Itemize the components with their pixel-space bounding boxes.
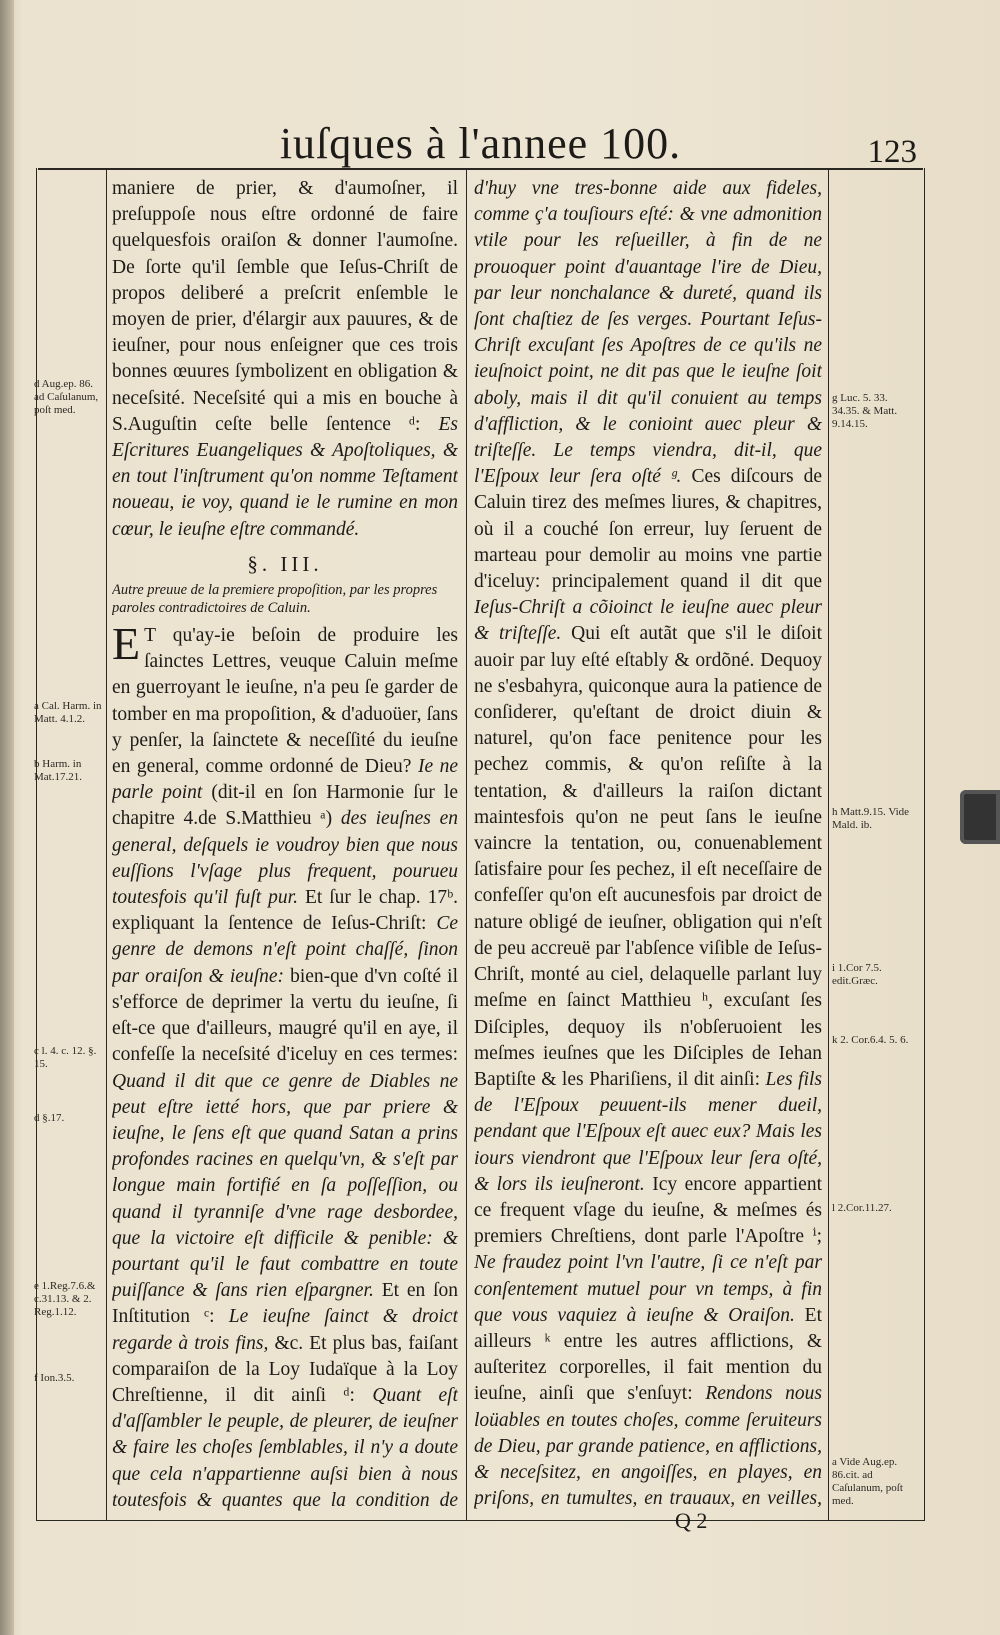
page-gutter	[0, 0, 14, 1635]
quotation: Es Eſcritures Euangeliques & Apoſtoliques, & en tout l'inſtrument qu'on nomme Teſtament noueau, ie voy, quand ie le rumine en mon cœur, le ieuſne eſtre commandé.	[112, 413, 458, 540]
paragraph-text: T qu'ay-ie beſoin de produire les ſainctes Lettres, veuque Caluin meſme en guerroyant le ieuſne, n'a peu ſe garder de tomber en ma propoſition, & d'aduoüer, ſans y penſer, la ſainctete & neceſſité du ieuſne en general, comme ordonné de Dieu?	[112, 625, 458, 778]
margin-note: e 1.Reg.7.6.& c.31.13. & 2. Reg.1.12.	[34, 1280, 96, 1318]
quotation: Ne fraudez point l'vn l'autre, ſi ce n'eſt par conſentement mutuel pour vn temps, à fin que vous vaquiez à ieuſne & Oraiſon.	[474, 1252, 822, 1326]
quotation: Ce genre de demons n'eſt point chaſſé, ſinon par oraiſon & ieuſne:	[112, 913, 458, 987]
paragraph-text: Et en ſon Inſtitution ᶜ:	[112, 1280, 458, 1328]
margin-note: k 2. Cor.6.4. 5. 6.	[832, 1034, 909, 1046]
quotation: Rendons nous loüables en toutes choſes, comme ſeruiteurs de Dieu, par grande patience, en afflictions, & neceſsitez, en angoiſſes, en playes, en priſons, en tumultes, en trauaux, en veilles,	[474, 1383, 822, 1510]
paragraph-text: Et ſur le chap. 17ᵇ. expliquant la ſentence de Ieſus-Chriſt:	[112, 887, 458, 935]
running-head	[38, 108, 923, 170]
quotation: Le ieuſne ſainct & droict regarde à trois fins,	[112, 1306, 458, 1354]
quotation: Quand il dit que ce genre de Diables ne peut eſtre ietté hors, que par priere & ieuſne, le ſens eſt que quand Satan a prins profondes racines en quelqu'vn, & s'eſt par longue main fortifié en ſa poſſeſſion, ou quand il tyranniſe d'vne rage desbordee, que la victoire eſt difficile & penible: & pourtant qu'il le faut combattre en toute puiſſance & ſans rien eſpargner.	[112, 1070, 458, 1302]
quotation: d'huy vne tres-bonne aide aux fideles, comme ç'a touſiours eſté: & vne admonition vtile pour les reſueiller, à fin de ne prouoquer point d'auantage l'ire de Dieu, par leur nonchalance & dureté, quand ils ſont chaſtiez de ſes verges. Pourtant Ieſus-Chriſt excuſant ſes Apoſtres de ce qu'ils ne ieuſnoict point, ne dit pas que le ieuſne ſoit aboly, mais il dit qu'il conuient au temps d'affliction, & le conioint auec pleur & triſteſſe. Le temps viendra, dit-il, que l'Eſpoux leur ſera oſté ᵍ.	[474, 178, 822, 488]
paragraph-text: Icy encore appartient ce frequent vſage du ieuſne, & meſmes és premiers Chreſtiens, dont parle l'Apoſtre ⁱ;	[474, 1173, 822, 1248]
right-column	[474, 176, 822, 1516]
running-title: iuſques à l'annee 100.	[279, 119, 682, 168]
margin-note: f Ion.3.5.	[34, 1372, 75, 1384]
paragraph-text: bien-que d'vn coſté il s'efforce de deprimer la vertu du ieuſne, ſi eſt-ce que d'ailleurs, maugré qu'il en aye, il confeſſe la neceſsité d'iceluy en ces termes:	[112, 965, 458, 1066]
left-column	[112, 176, 458, 1516]
drop-cap: E	[112, 618, 141, 670]
margin-note: l 2.Cor.11.27.	[832, 1202, 892, 1214]
column-divider	[466, 168, 467, 1520]
margin-note: a Cal. Harm. in Matt. 4.1.2.	[34, 700, 102, 725]
margin-note: d Aug.ep. 86. ad Caſulanum, poſt med.	[34, 378, 99, 416]
margin-note: a Vide Aug.ep. 86.cit. ad Caſulanum, poſt med.	[832, 1456, 903, 1507]
margin-note: h Matt.9.15. Vide Mald. ib.	[832, 806, 910, 831]
quotation: Ie ne parle point	[112, 756, 458, 804]
left-margin-rule	[106, 168, 107, 1520]
margin-note: c l. 4. c. 12. §. 15.	[34, 1045, 97, 1070]
margin-note: g Luc. 5. 33. 34.35. & Matt. 9.14.15.	[832, 392, 898, 430]
page-number: 123	[867, 134, 917, 170]
paragraph-text: Ces diſcours de Caluin tirez des meſmes liures, & chapitres, où il a couché ſon erreur, luy ſeruent de marteau pour demolir au moins vne partie d'iceluy: principalement quand il dit que	[474, 466, 822, 593]
paragraph-text: (dit-il en ſon Harmonie ſur le chapitre 4.de S.Matthieu ᵃ)	[112, 782, 458, 830]
quotation: Ieſus-Chriſt a cõioinct le ieuſne auec pleur & triſteſſe.	[474, 597, 822, 645]
book-clamp	[960, 790, 1000, 844]
quotation: Les fils de l'Eſpoux peuuent-ils mener dueil, pendant que l'Eſpoux eſt auec eux? Mais les iours viendront que l'Eſpoux leur ſera oſté, & lors ils ieuſneront.	[474, 1068, 822, 1195]
paragraph-text: Et ailleurs ᵏ entre les autres afflictions, & auſteritez corporelles, il fait mention du ieuſne, ainſi que s'enſuyt:	[474, 1304, 822, 1405]
margin-note: i 1.Cor 7.5. edit.Græc.	[832, 962, 882, 987]
section-heading: §. III.	[247, 551, 323, 576]
section-subtitle: Autre preuue de la premiere propoſition, par les propres paroles contradictoires de Caluin.	[112, 582, 438, 617]
paragraph-text: &c. Et plus bas, faiſant comparaiſon de la Loy Iudaïque à la Loy Chreſtienne, il dit ainſi ᵈ:	[112, 1332, 458, 1406]
margin-note: b Harm. in Mat.17.21.	[34, 758, 82, 783]
margin-note: d §.17.	[34, 1112, 65, 1124]
quotation: des ieuſnes en general, deſquels ie voudroy bien que nous euſſions l'vſage plus frequent, pourueu toutesfois qu'il fuſt pur.	[112, 808, 458, 909]
paragraph-text: maniere de prier, & d'aumoſner, il preſuppoſe nous eſtre ordonné de faire quelquesfois oraiſon & donner l'aumoſne. De ſorte qu'il ſemble que Ieſus-Chriſt de propos deliberé a preſcrit enſemble le moyen de prier, d'élargir aux pauures, & de ieuſner, pour nous enſeigner que ces trois bonnes œuures ſymbolizent en obligation & neceſsité. Neceſsité qui a mis en bouche à S.Auguſtin ceſte belle ſentence ᵈ:	[112, 178, 458, 435]
quotation: Quant eſt d'aſſambler le peuple, de pleurer, de ieuſner & faire les choſes ſemblables, il n'y a doute que cela n'appartienne auſsi bien à nous toutesfois & quantes que la condition de	[112, 1384, 458, 1511]
signature-mark: Q 2	[675, 1508, 708, 1533]
paragraph-text: Qui eſt autãt que s'il le diſoit auoir par luy eſté eſtably & ordõné. Dequoy ne s'esbahyra, quiconque aura la patience de conſiderer, qu'eſtant de droict diuin & naturel, qu'on face penitence pour les pechez commis, & qu'on reſiſte à la tentation, & d'ailleurs la raiſon dictant maintesfois qu'on ne peut ſans le ieuſne vaincre la tentation, ou, conuenablement ſatisfaire pour ſes pechez, il eſt neceſſaire de confeſſer qu'on eſt aucunesfois par droict de nature obligé de ieuſner, obligation qui n'eſt de peu accreuë par l'abſence viſible de Ieſus-Chriſt, monté au ciel, delaquelle parlant luy meſme en ſainct Matthieu ʰ, excuſant ſes Diſciples, dequoy ils n'obſeruoient les meſmes ieuſnes que les Diſciples de Iehan Baptiſte & les Phariſiens, il dit ainſi:	[474, 623, 822, 1090]
right-margin-rule	[828, 168, 829, 1520]
